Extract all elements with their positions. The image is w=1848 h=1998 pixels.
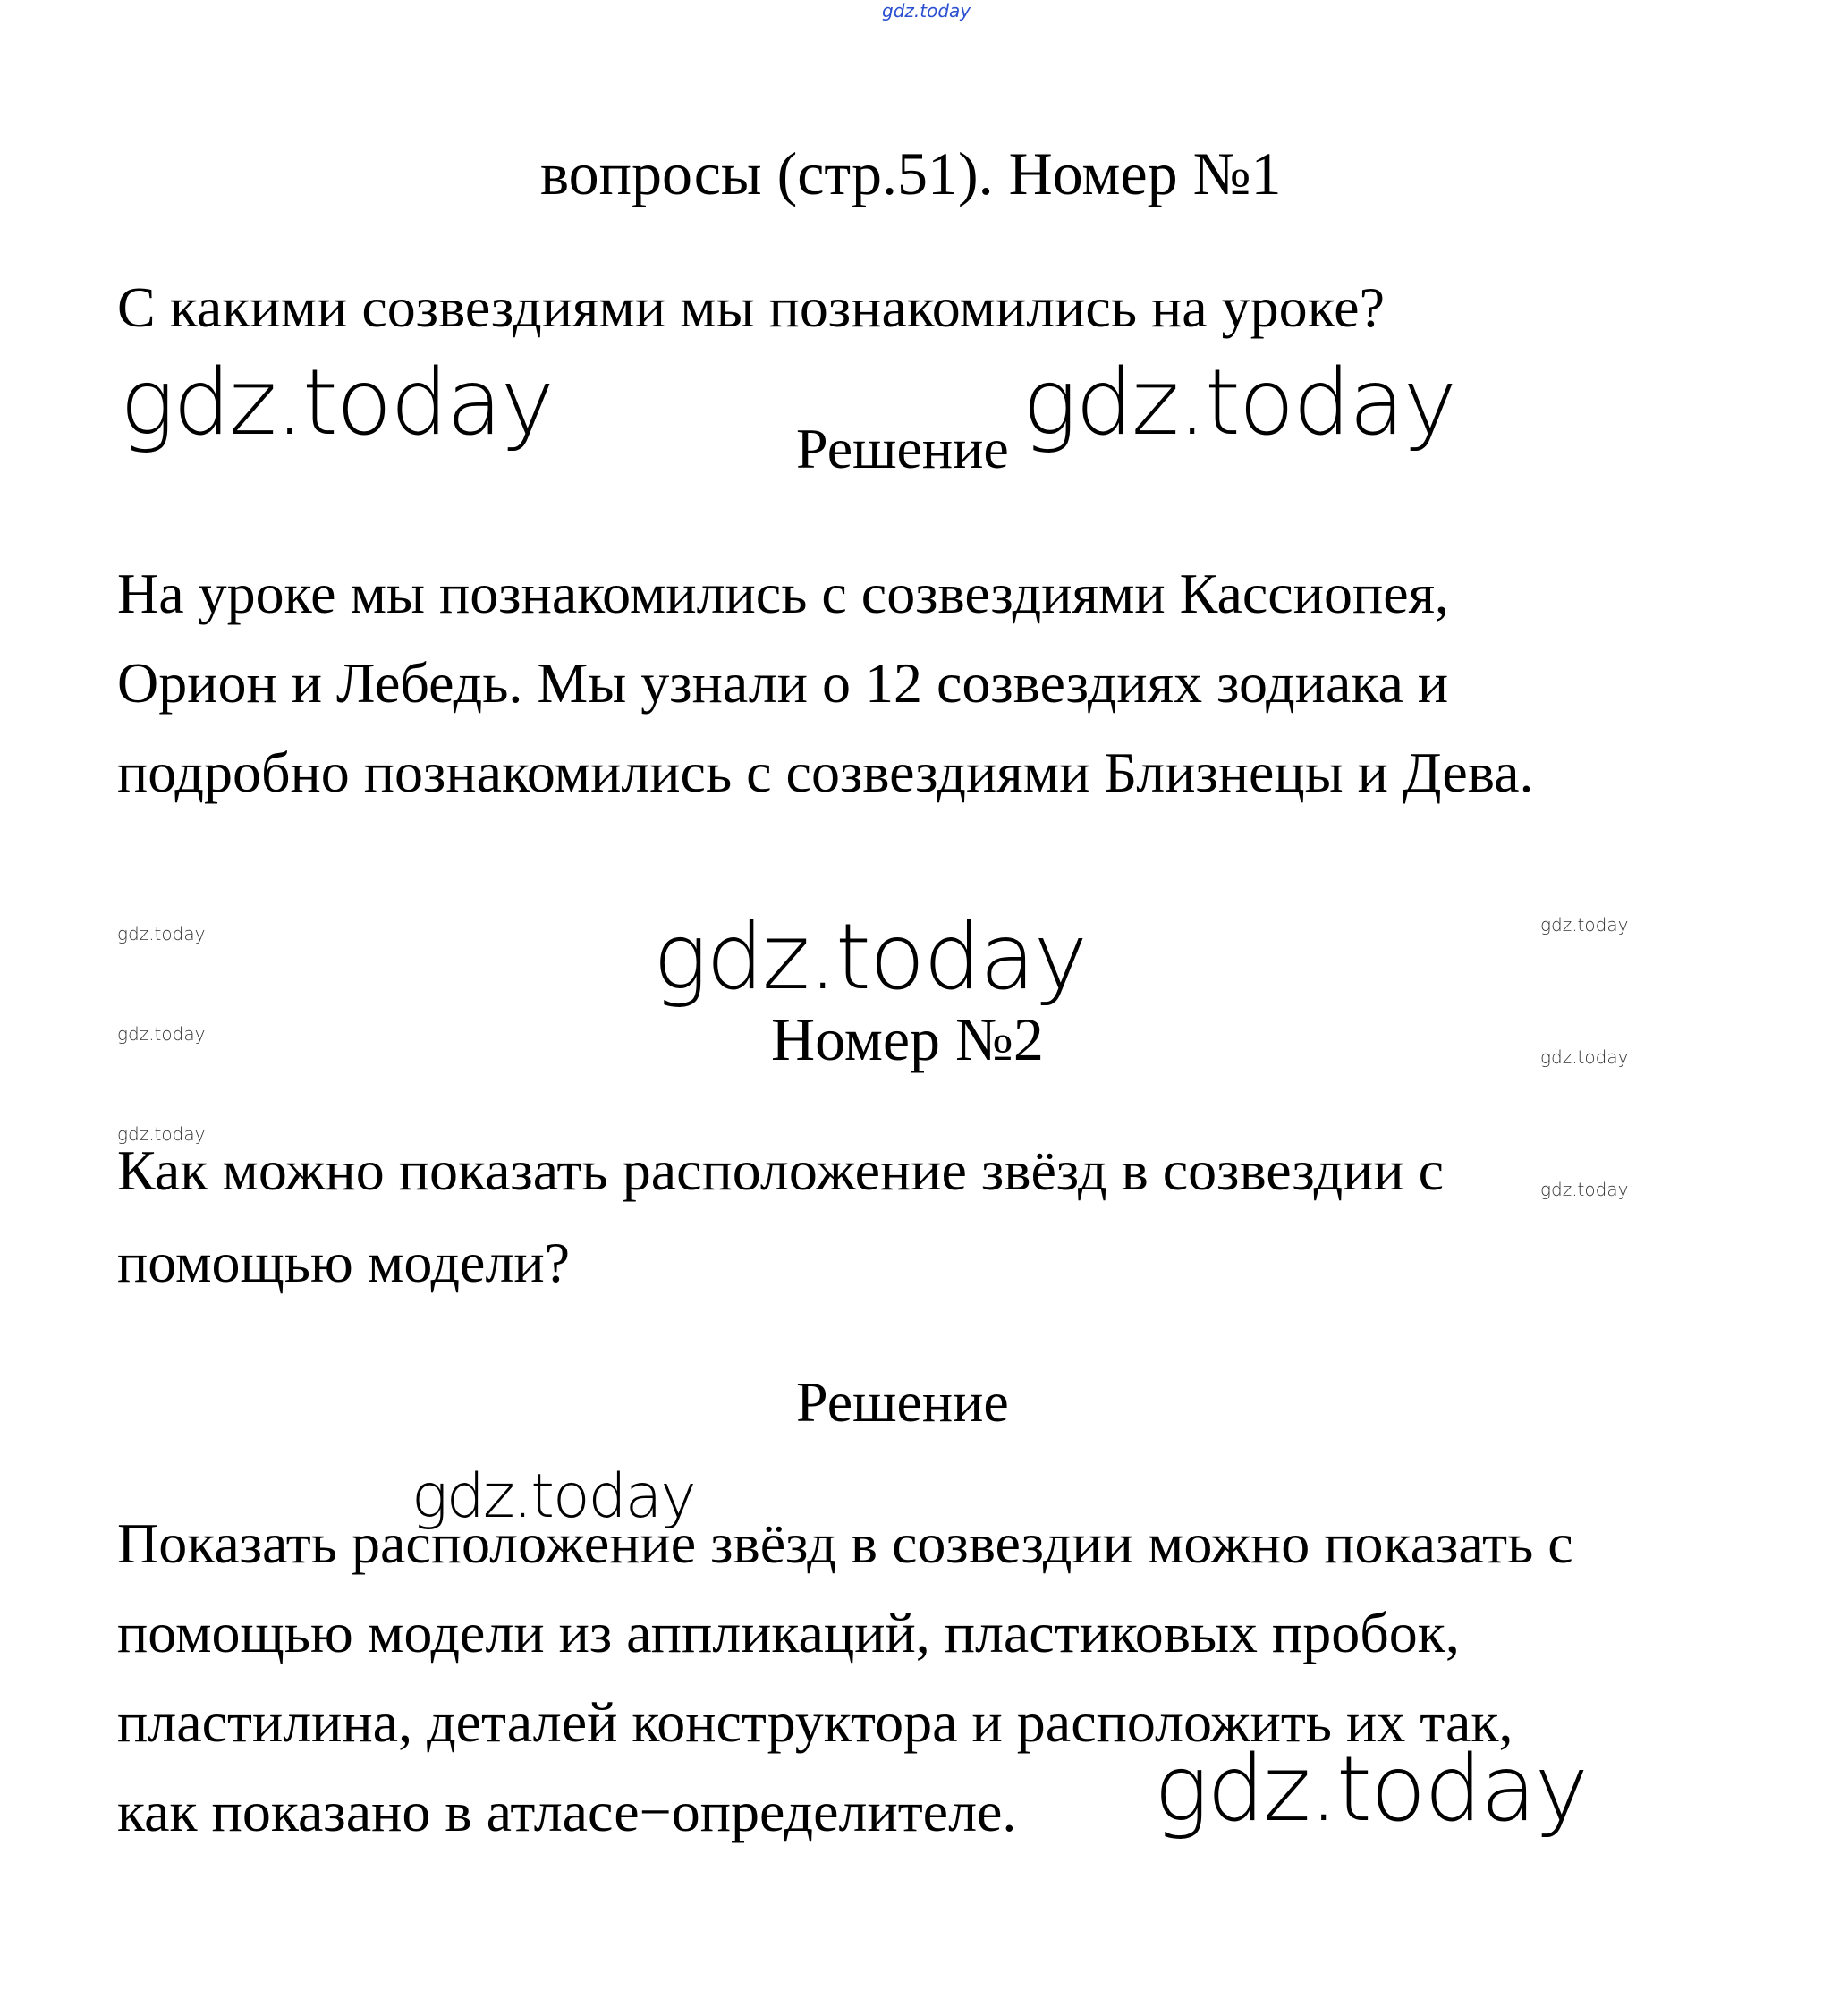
watermark: gdz.today [117, 923, 206, 944]
watermark: gdz.today [1540, 1046, 1629, 1068]
solution-label-1: Решение [796, 417, 1009, 480]
answer-1-line: подробно познакомились с созвездиями Близнецы и Дева. [117, 741, 1534, 804]
answer-1-line: На уроке мы познакомились с созвездиями Кассиопея, [117, 562, 1450, 625]
watermark: gdz.today [1154, 1736, 1587, 1842]
answer-1-line: Орион и Лебедь. Мы узнали о 12 созвездиях зодиака и [117, 651, 1449, 715]
watermark: gdz.today [1540, 1179, 1629, 1200]
question-1: С какими созвездиями мы познакомились на уроке? [117, 275, 1385, 339]
header-watermark: gdz.today [882, 0, 971, 21]
answer-2-line: пластилина, деталей конструктора и расположить их так, [117, 1690, 1513, 1754]
watermark: gdz.today [117, 1123, 206, 1145]
watermark: gdz.today [653, 904, 1086, 1011]
question-2-line: помощью модели? [117, 1231, 571, 1294]
watermark: gdz.today [411, 1461, 695, 1532]
section-title: вопросы (стр.51). Номер №1 [540, 140, 1282, 207]
watermark: gdz.today [1022, 350, 1455, 456]
answer-2-line: Показать расположение звёзд в созвездии можно показать с [117, 1511, 1573, 1575]
answer-2-line: помощью модели из аппликаций, пластиковых пробок, [117, 1601, 1460, 1664]
watermark: gdz.today [1540, 914, 1629, 936]
question-2-number: Номер №2 [771, 1005, 1044, 1073]
watermark: gdz.today [117, 1023, 206, 1045]
solution-label-2: Решение [796, 1370, 1009, 1434]
answer-2-line: как показано в атласе−определителе. [117, 1780, 1017, 1843]
question-2-line: Как можно показать расположение звёзд в созвездии с [117, 1139, 1445, 1202]
watermark: gdz.today [120, 350, 553, 456]
